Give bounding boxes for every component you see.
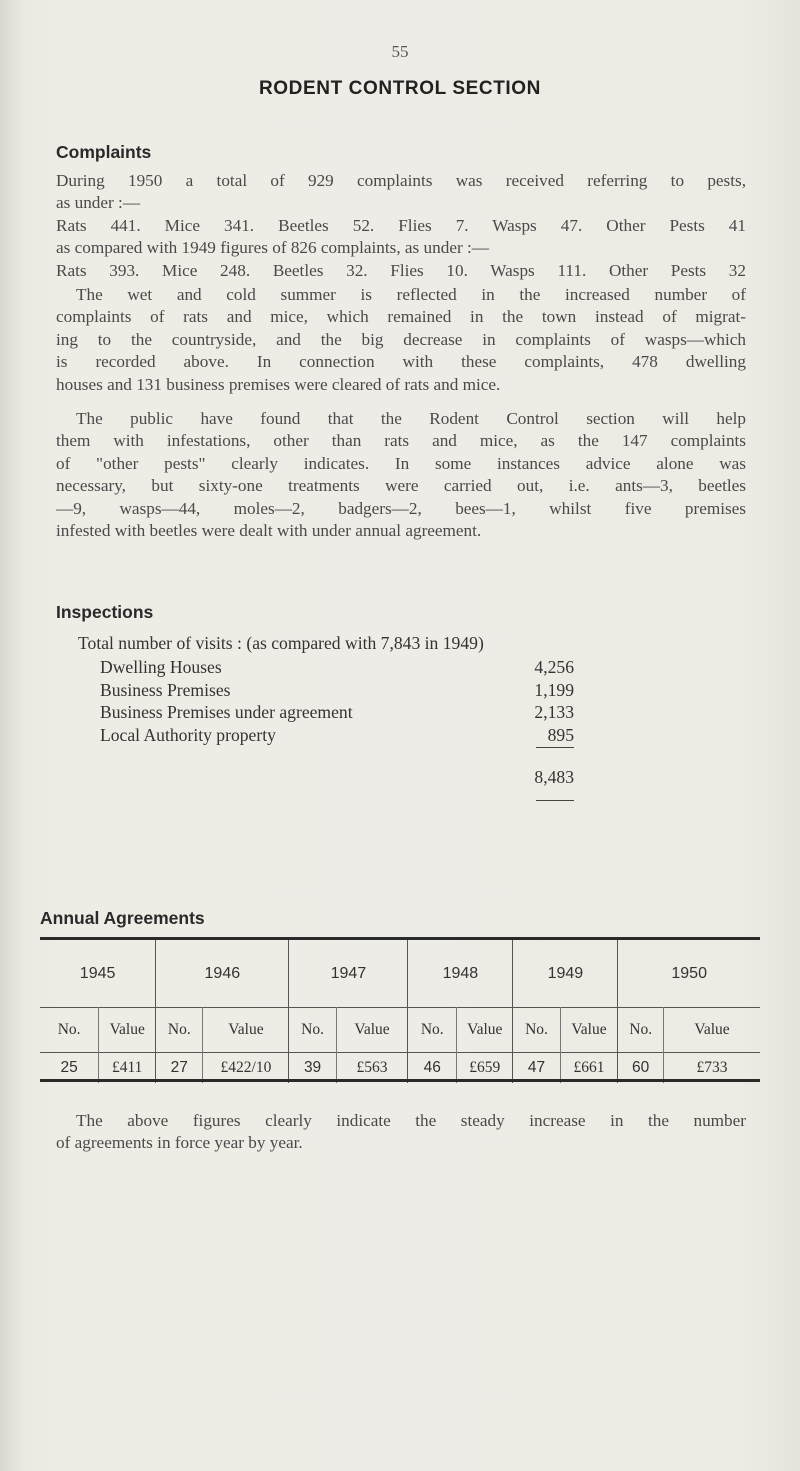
text-line: complaints of rats and mice, which remained in the town instead of migrat- xyxy=(56,307,746,327)
col-no-header: No. xyxy=(408,1008,457,1053)
section-title: RODENT CONTROL SECTION xyxy=(258,78,542,99)
col-no-header: No. xyxy=(40,1008,99,1053)
col-no-header: No. xyxy=(618,1008,664,1053)
year-header: 1947 xyxy=(289,940,408,1008)
cell-value: £411 xyxy=(99,1053,156,1084)
year-header: 1948 xyxy=(408,940,513,1008)
cell-no: 46 xyxy=(408,1053,457,1084)
table-row-column-headers xyxy=(40,1008,760,1053)
year-header: 1950 xyxy=(671,964,707,982)
inspections-heading: Inspections xyxy=(56,602,154,622)
inspections-block xyxy=(78,632,600,655)
text-line: houses and 131 business premises were cleared of rats and mice. xyxy=(56,374,501,394)
col-value-header: Value xyxy=(560,1008,618,1053)
col-no-header: No. xyxy=(289,1008,336,1053)
text-line: is recorded above. In connection with these complaints, 478 dwelling xyxy=(56,352,746,372)
col-value-header: Value xyxy=(664,1008,761,1053)
inspection-label: Local Authority property xyxy=(100,724,276,745)
text-line: Rats 393. Mice 248. Beetles 32. Flies 10. Wasps 111. Other Pests 32 xyxy=(56,260,746,280)
text-line: Rats 441. Mice 341. Beetles 52. Flies 7. Wasps 47. Other Pests 41 xyxy=(56,215,746,235)
inspection-total-row xyxy=(480,766,574,789)
text-line: of agreements in force year by year. xyxy=(56,1133,303,1153)
inspection-row xyxy=(100,701,574,724)
inspection-label: Dwelling Houses xyxy=(100,657,222,677)
inspection-row xyxy=(100,679,574,702)
cell-no: 60 xyxy=(618,1053,664,1084)
year-header: 1946 xyxy=(156,940,289,1008)
cell-no: 25 xyxy=(40,1053,99,1084)
annual-agreements-heading: Annual Agreements xyxy=(40,908,205,928)
col-value-header: Value xyxy=(336,1008,408,1053)
year-header: 1945 xyxy=(40,940,156,1008)
text-line: The above figures clearly indicate the steady increase in the number xyxy=(76,1111,746,1130)
inspections-list xyxy=(100,656,574,746)
annual-agreements-table xyxy=(40,940,760,1083)
cell-value: £563 xyxy=(336,1053,408,1084)
text-line: The wet and cold summer is reflected in the increased number of xyxy=(76,285,746,304)
text-line: —9, wasps—44, moles—2, badgers—2, bees—1, whilst five premises xyxy=(56,498,746,518)
complaints-paragraph-1 xyxy=(56,284,746,396)
cell-value: £661 xyxy=(560,1053,618,1084)
inspections-total-text: Total number of visits : (as compared with 7,843 in 1949) xyxy=(78,633,484,653)
inspection-value: 4,256 xyxy=(534,657,574,677)
col-no-header: No. xyxy=(513,1008,560,1053)
col-no-header: No. xyxy=(156,1008,203,1053)
cell-value: £659 xyxy=(457,1053,513,1084)
total-rule-top xyxy=(536,747,574,748)
cell-no: 27 xyxy=(156,1053,203,1084)
inspection-value: 1,199 xyxy=(534,679,574,700)
complaints-paragraph-2 xyxy=(56,408,746,542)
cell-no: 47 xyxy=(513,1053,560,1084)
text-line: infested with beetles were dealt with under annual agreement. xyxy=(56,521,482,541)
inspection-label: Business Premises xyxy=(100,679,231,700)
cell-no: 39 xyxy=(289,1053,336,1084)
cell-value: £422/10 xyxy=(203,1053,289,1084)
inspections-total-box xyxy=(480,766,574,789)
agreements-footer xyxy=(56,1110,746,1155)
col-value-header: Value xyxy=(457,1008,513,1053)
text-line: necessary, but sixty-one treatments were carried out, i.e. ants—3, beetles xyxy=(56,476,746,496)
table-row-years xyxy=(40,940,760,1008)
cell-value: £733 xyxy=(664,1053,761,1084)
text-line: ing to the countryside, and the big decrease in complaints of wasps—which xyxy=(56,329,746,349)
total-rule-bottom xyxy=(536,800,574,801)
text-line: as compared with 1949 figures of 826 complaints, as under :— xyxy=(56,238,489,258)
inspections-total-line xyxy=(78,632,600,655)
inspection-row xyxy=(100,656,574,679)
complaints-heading: Complaints xyxy=(56,142,152,162)
inspection-label: Business Premises under agreement xyxy=(100,702,353,723)
inspection-row xyxy=(100,724,574,747)
col-value-header: Value xyxy=(99,1008,156,1053)
text-line: as under :— xyxy=(56,193,141,213)
year-header: 1949 xyxy=(513,940,618,1008)
text-line: The public have found that the Rodent Control section will help xyxy=(76,409,746,428)
text-line: of "other pests" clearly indicates. In some instances advice alone was xyxy=(56,453,746,473)
text-line: During 1950 a total of 929 complaints was received referring to pests, xyxy=(56,171,746,190)
inspection-value: 2,133 xyxy=(534,702,574,723)
text-line: them with infestations, other than rats and mice, as the 147 complaints xyxy=(56,431,746,451)
table-bottom-rule xyxy=(40,1079,760,1082)
page-number: 55 xyxy=(391,42,409,61)
complaints-intro xyxy=(56,170,746,282)
inspections-total-value: 8,483 xyxy=(534,767,574,787)
inspection-value: 895 xyxy=(547,724,574,745)
col-value-header: Value xyxy=(203,1008,289,1053)
